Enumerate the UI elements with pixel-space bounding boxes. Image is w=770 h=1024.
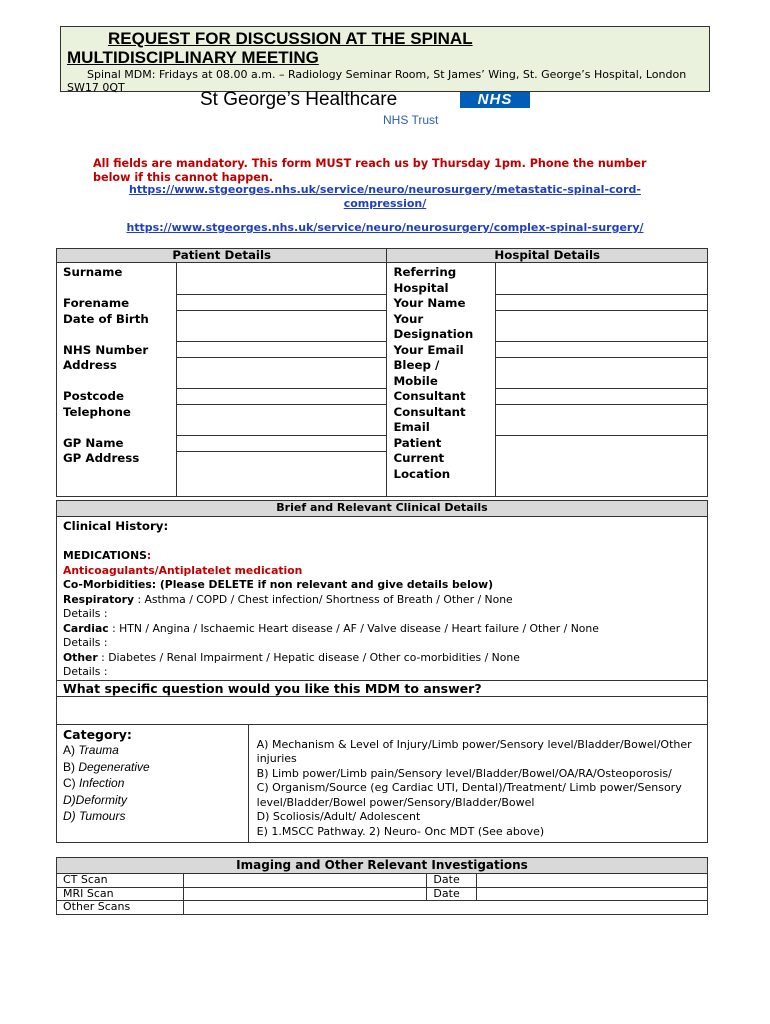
ct-date-label: Date xyxy=(427,874,477,888)
category-note-b: B) Limb power/Limb pain/Sensory level/Bladder/Bowel/OA/RA/Osteoporosis/ xyxy=(256,766,672,780)
hospital-fields xyxy=(496,263,708,497)
your-email-field[interactable] xyxy=(496,342,707,358)
dob-field[interactable] xyxy=(177,310,387,342)
category-cell xyxy=(57,724,249,842)
mandatory-warning: All fields are mandatory. This form MUST reach us by Thursday 1pm. Phone the number below if this cannot happen. xyxy=(93,157,647,184)
respiratory-details[interactable]: Details : xyxy=(63,607,108,620)
telephone-label: Telephone xyxy=(63,404,131,419)
mscc-link[interactable]: https://www.stgeorges.nhs.uk/service/neuro/neurosurgery/metastatic-spinal-cord-compression/ xyxy=(129,183,641,210)
category-label: Category: xyxy=(63,726,132,742)
address-label: Address xyxy=(63,358,117,372)
consultant-label: Consultant xyxy=(393,389,466,403)
consultant-email-label: Consultant Email xyxy=(393,404,466,434)
gp-name-label: GP Name xyxy=(63,435,124,450)
consultant-email-field[interactable] xyxy=(496,405,707,436)
category-trauma: A) Trauma xyxy=(63,743,119,757)
mdm-question-label: What specific question would you like this MDM to answer? xyxy=(57,680,708,696)
postcode-field[interactable] xyxy=(177,389,387,405)
bleep-mobile-label: Bleep / Mobile xyxy=(393,358,440,388)
comorbidities-label: Co-Morbidities: (Please DELETE if non relevant and give details below) xyxy=(63,578,494,591)
referring-hospital-field[interactable] xyxy=(496,263,707,295)
category-degenerative: B) Degenerative xyxy=(63,759,150,774)
ct-scan-field[interactable] xyxy=(183,874,427,888)
meeting-info: Spinal MDM: Fridays at 08.00 a.m. – Radiology Seminar Room, St James’ Wing, St. George’s Hospital, London SW17 0QT xyxy=(67,68,687,94)
hospital-details-heading: Hospital Details xyxy=(387,249,708,263)
telephone-field[interactable] xyxy=(177,405,387,436)
form-title-line2: MULTIDISCIPLINARY MEETING xyxy=(67,48,319,67)
imaging-table xyxy=(56,857,708,915)
category-note-d: D) Scoliosis/Adult/ Adolescent xyxy=(256,810,421,823)
category-tumours: D) Tumours xyxy=(63,809,126,823)
ct-date-field[interactable] xyxy=(477,874,708,888)
patient-fields xyxy=(176,263,387,497)
imaging-heading: Imaging and Other Relevant Investigations xyxy=(57,858,708,874)
bleep-mobile-field[interactable] xyxy=(496,358,707,389)
consultant-field[interactable] xyxy=(496,389,707,405)
dob-label: Date of Birth xyxy=(63,311,149,326)
category-infection: C) Infection xyxy=(63,776,125,790)
mdm-question-field[interactable] xyxy=(57,696,708,724)
referring-hospital-label: Referring Hospital xyxy=(393,265,457,295)
gp-address-label: GP Address xyxy=(63,451,140,465)
medications-colon: : xyxy=(146,549,152,562)
category-deformity: D)Deformity xyxy=(63,792,128,807)
your-designation-field[interactable] xyxy=(496,311,707,342)
surname-label: Surname xyxy=(63,265,123,279)
nhs-number-label: NHS Number xyxy=(63,342,149,357)
medications-label: MEDICATIONS xyxy=(63,549,147,562)
nhs-number-field[interactable] xyxy=(177,342,387,358)
other-details[interactable]: Details : xyxy=(63,665,108,678)
cardiac-label: Cardiac xyxy=(63,621,109,635)
patient-location-field[interactable] xyxy=(496,436,707,496)
your-designation-label: Your Designation xyxy=(393,311,474,341)
details-table xyxy=(56,248,708,497)
mri-date-label: Date xyxy=(427,887,477,901)
forename-label: Forename xyxy=(63,296,130,310)
other-scans-label: Other Scans xyxy=(57,901,184,915)
forename-field[interactable] xyxy=(177,295,387,310)
clinical-heading: Brief and Relevant Clinical Details xyxy=(57,501,708,517)
ct-scan-label: CT Scan xyxy=(57,874,184,888)
category-notes-cell xyxy=(248,724,707,842)
other-label: Other xyxy=(63,650,98,664)
gp-name-field[interactable] xyxy=(177,436,387,452)
patient-location-label: Patient Current Location xyxy=(393,435,451,481)
category-note-c: C) Organism/Source (eg Cardiac UTI, Dental)/Treatment/ Limb power/Sensory level/Bladder/Bowel power/Sensory/Bladder/Bowel xyxy=(256,781,682,809)
clinical-history-cell[interactable] xyxy=(57,517,708,681)
organisation-name: St George’s Healthcare xyxy=(200,89,398,110)
cardiac-details[interactable]: Details : xyxy=(63,636,108,649)
mri-date-field[interactable] xyxy=(477,887,708,901)
your-name-field[interactable] xyxy=(496,295,707,311)
clinical-details-table xyxy=(56,500,708,843)
category-list xyxy=(63,742,248,825)
postcode-label: Postcode xyxy=(63,389,124,403)
category-note-e: E) 1.MSCC Pathway. 2) Neuro- Onc MDT (See above) xyxy=(256,824,545,838)
cardiac-options: : HTN / Angina / Ischaemic Heart disease / AF / Valve disease / Heart failure / Other / None xyxy=(108,621,599,635)
patient-labels xyxy=(57,263,177,497)
form-title-line1: REQUEST FOR DISCUSSION AT THE SPINAL xyxy=(108,29,473,48)
surname-field[interactable] xyxy=(177,263,387,295)
patient-details-heading: Patient Details xyxy=(57,249,387,263)
mri-scan-field[interactable] xyxy=(183,887,427,901)
other-scans-field[interactable] xyxy=(183,901,707,915)
hospital-labels xyxy=(387,263,496,497)
nhs-logo: NHS xyxy=(460,92,530,108)
other-options: : Diabetes / Renal Impairment / Hepatic disease / Other co-morbidities / None xyxy=(97,650,520,664)
category-note-a: A) Mechanism & Level of Injury/Limb power/Sensory level/Bladder/Bowel/Other injuries xyxy=(256,737,692,765)
address-field[interactable] xyxy=(177,358,387,389)
clinical-history-label: Clinical History: xyxy=(63,519,169,533)
your-name-label: Your Name xyxy=(393,296,466,310)
trust-label: NHS Trust xyxy=(383,113,439,127)
respiratory-options: : Asthma / COPD / Chest infection/ Shortness of Breath / Other / None xyxy=(134,592,513,606)
your-email-label: Your Email xyxy=(393,342,464,357)
complex-spine-link[interactable]: https://www.stgeorges.nhs.uk/service/neuro/neurosurgery/complex-spinal-surgery/ xyxy=(126,221,644,234)
gp-address-field[interactable] xyxy=(177,452,387,496)
respiratory-label: Respiratory xyxy=(63,592,135,606)
header-box xyxy=(60,26,710,92)
mri-scan-label: MRI Scan xyxy=(57,887,184,901)
anticoagulants-label: Anticoagulants/Antiplatelet medication xyxy=(63,563,303,577)
